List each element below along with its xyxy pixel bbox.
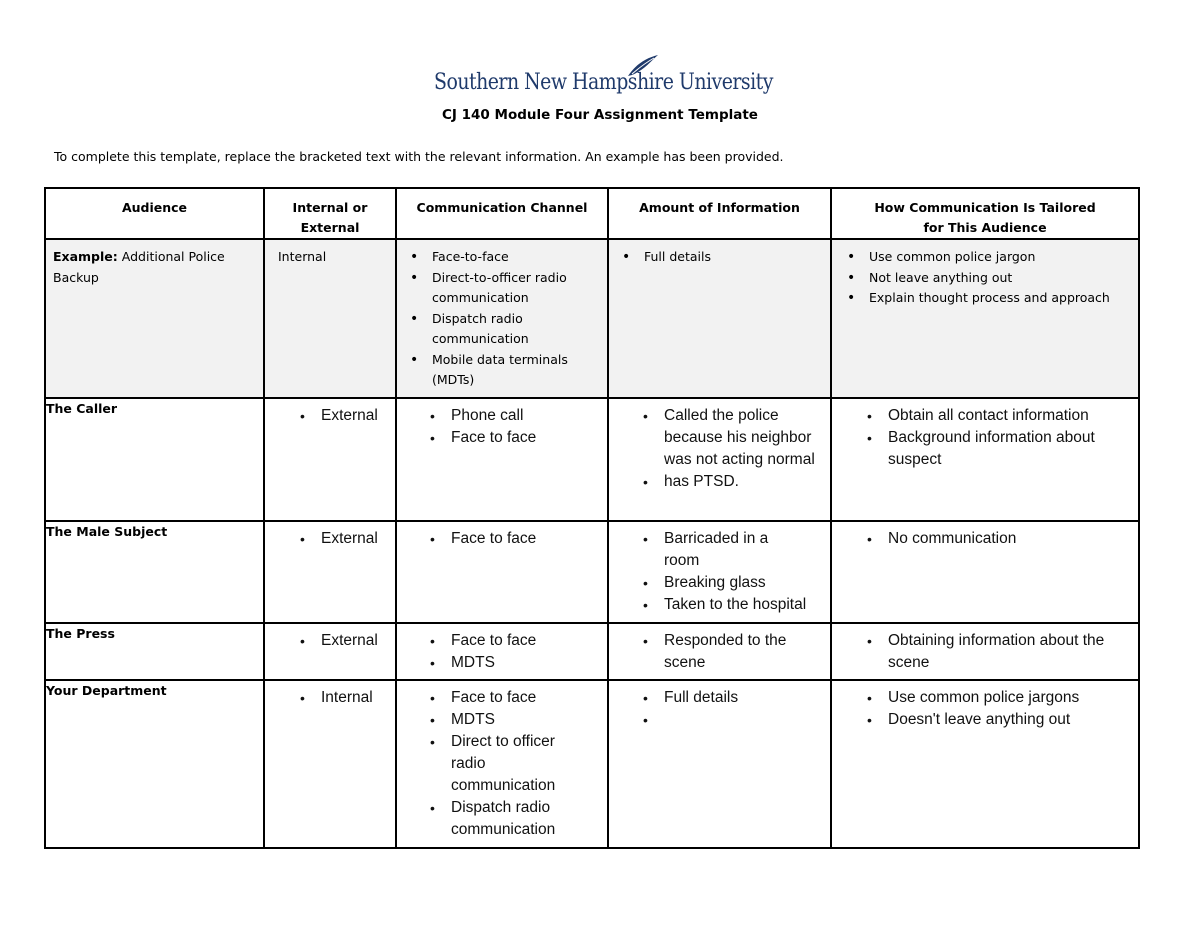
list-item: • has PTSD. [637, 471, 822, 493]
channel-cell [396, 623, 608, 680]
list-item: • Obtain all contact information [861, 405, 1130, 427]
list-item: • Direct-to-officer radio communication [404, 268, 599, 309]
example-row [45, 239, 1139, 398]
example-channel-cell [396, 239, 608, 398]
amount-cell [608, 398, 831, 521]
internal-external-cell [264, 623, 396, 680]
table-row [45, 521, 1139, 623]
audience-cell: The Press [45, 623, 264, 680]
example-amount-cell [608, 239, 831, 398]
list-item: • Face to face [424, 687, 579, 709]
amount-cell [608, 521, 831, 623]
tailored-cell [831, 398, 1139, 521]
list-item: • No communication [861, 528, 1138, 550]
list-item: • Not leave anything out [841, 268, 1130, 289]
document-title: CJ 140 Module Four Assignment Template [442, 107, 758, 123]
example-tailored-cell [831, 239, 1139, 398]
amount-cell [608, 623, 831, 680]
list-item: • Use common police jargons [861, 687, 1138, 709]
list-item: • Face to face [424, 427, 607, 449]
list-item: • Face to face [424, 630, 607, 652]
table-row [45, 623, 1139, 680]
list-item: • MDTS [424, 652, 607, 674]
list-item: • Called the police because his neighbor was not acting normal [637, 405, 822, 471]
channel-cell [396, 680, 608, 848]
list-item: • Dispatch radio communication [424, 797, 579, 841]
list-item: • External [294, 405, 395, 427]
list-item: • Obtaining information about the scene [861, 630, 1134, 674]
column-header-audience: Audience [45, 188, 264, 239]
list-item: • Phone call [424, 405, 607, 427]
example-internal-external-cell: Internal [264, 239, 396, 398]
column-header-tailored: How Communication Is Tailored for This Audience [831, 188, 1139, 239]
channel-cell [396, 398, 608, 521]
internal-external-cell [264, 680, 396, 848]
list-item: • Mobile data terminals (MDTs) [404, 350, 599, 391]
tailored-cell [831, 623, 1139, 680]
internal-external-cell [264, 521, 396, 623]
list-item: • External [294, 528, 395, 550]
list-item: • External [294, 630, 395, 652]
example-tailored-list [841, 247, 1130, 309]
list-item: • Responded to the scene [637, 630, 822, 674]
list-item: • Direct to officer radio communication [424, 731, 579, 797]
column-header-channel: Communication Channel [396, 188, 608, 239]
list-item: • Full details [637, 687, 830, 709]
example-channel-list [404, 247, 599, 391]
list-item: • Full details [616, 247, 822, 268]
example-audience-cell [45, 239, 264, 398]
list-item: • Use common police jargon [841, 247, 1130, 268]
channel-cell [396, 521, 608, 623]
university-logo [434, 54, 774, 104]
instructions-text: To complete this template, replace the bracketed text with the relevant information. An example has been provided. [54, 149, 784, 164]
audience-cell: The Male Subject [45, 521, 264, 623]
internal-external-cell [264, 398, 396, 521]
list-item: • Face to face [424, 528, 607, 550]
communication-table [44, 187, 1140, 849]
list-item: • Background information about suspect [861, 427, 1130, 471]
audience-cell: Your Department [45, 680, 264, 848]
list-item: • Internal [294, 687, 395, 709]
list-item: • Doesn't leave anything out [861, 709, 1138, 731]
university-name: Southern New Hampshire University [434, 70, 773, 95]
list-item: • Barricaded in a room [637, 528, 826, 572]
table-row [45, 398, 1139, 521]
amount-cell [608, 680, 831, 848]
list-item: • Taken to the hospital [637, 594, 826, 616]
list-item: • Breaking glass [637, 572, 826, 594]
table-row [45, 680, 1139, 848]
list-item: • Dispatch radio communication [404, 309, 599, 350]
example-audience: Additional Police Backup [53, 249, 225, 285]
table-header-row [45, 188, 1139, 239]
tailored-cell [831, 680, 1139, 848]
example-amount-list [616, 247, 822, 268]
list-item: • MDTS [424, 709, 579, 731]
column-header-internal-external: Internal or External [264, 188, 396, 239]
list-item: • Face-to-face [404, 247, 599, 268]
audience-cell: The Caller [45, 398, 264, 521]
example-label: Example: [53, 249, 118, 264]
tailored-cell [831, 521, 1139, 623]
list-item [637, 709, 830, 731]
column-header-amount: Amount of Information [608, 188, 831, 239]
list-item: • Explain thought process and approach [841, 288, 1130, 309]
